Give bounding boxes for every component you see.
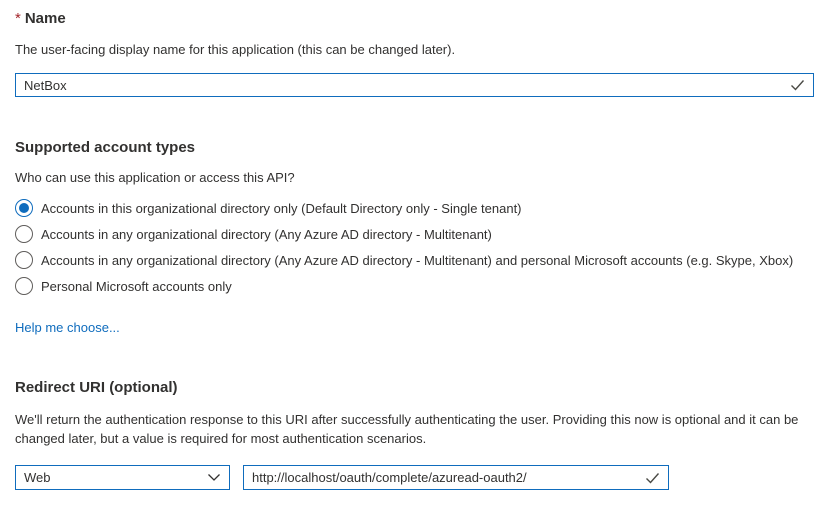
platform-select-value: Web bbox=[24, 470, 51, 485]
account-types-section bbox=[15, 139, 814, 335]
redirect-uri-input[interactable] bbox=[252, 466, 645, 489]
account-types-title: Supported account types bbox=[15, 139, 196, 156]
help-me-choose-link[interactable]: Help me choose... bbox=[15, 320, 120, 335]
account-types-question: Who can use this application or access this API? bbox=[15, 170, 295, 185]
radio-button-icon[interactable] bbox=[15, 199, 33, 217]
radio-option-multitenant[interactable] bbox=[15, 221, 814, 247]
redirect-uri-input-container bbox=[243, 465, 669, 490]
redirect-uri-description: We'll return the authentication response to this URI after successfully authenticating the user. Providing this now is optional and it can be changed later, but a value is required for most authentication scenarios. bbox=[15, 412, 799, 446]
chevron-down-icon bbox=[207, 473, 221, 482]
platform-select-dropdown[interactable] bbox=[15, 465, 230, 490]
valid-check-icon bbox=[645, 472, 660, 484]
radio-button-icon[interactable] bbox=[15, 251, 33, 269]
valid-check-icon bbox=[790, 79, 805, 91]
required-asterisk: * bbox=[15, 10, 21, 27]
radio-option-label: Accounts in any organizational directory (Any Azure AD directory - Multitenant) bbox=[41, 226, 492, 242]
radio-option-single-tenant[interactable] bbox=[15, 195, 814, 221]
radio-option-personal-only[interactable] bbox=[15, 273, 814, 299]
radio-option-label: Personal Microsoft accounts only bbox=[41, 278, 232, 294]
account-type-radio-group bbox=[15, 195, 814, 299]
redirect-uri-title: Redirect URI (optional) bbox=[15, 379, 178, 396]
radio-option-label: Accounts in any organizational directory (Any Azure AD directory - Multitenant) and personal Microsoft accounts (e.g. Skype, Xbox) bbox=[41, 252, 794, 268]
radio-option-label: Accounts in this organizational directory only (Default Directory only - Single tenant) bbox=[41, 200, 522, 216]
name-label: Name bbox=[24, 10, 66, 27]
radio-button-icon[interactable] bbox=[15, 277, 33, 295]
redirect-uri-row bbox=[15, 465, 814, 490]
name-input[interactable] bbox=[24, 74, 790, 96]
radio-option-multitenant-personal[interactable] bbox=[15, 247, 814, 273]
radio-button-icon[interactable] bbox=[15, 225, 33, 243]
name-description: The user-facing display name for this application (this can be changed later). bbox=[15, 42, 456, 57]
name-section-title bbox=[15, 10, 814, 27]
redirect-uri-section bbox=[15, 379, 814, 490]
name-input-container bbox=[15, 73, 814, 97]
